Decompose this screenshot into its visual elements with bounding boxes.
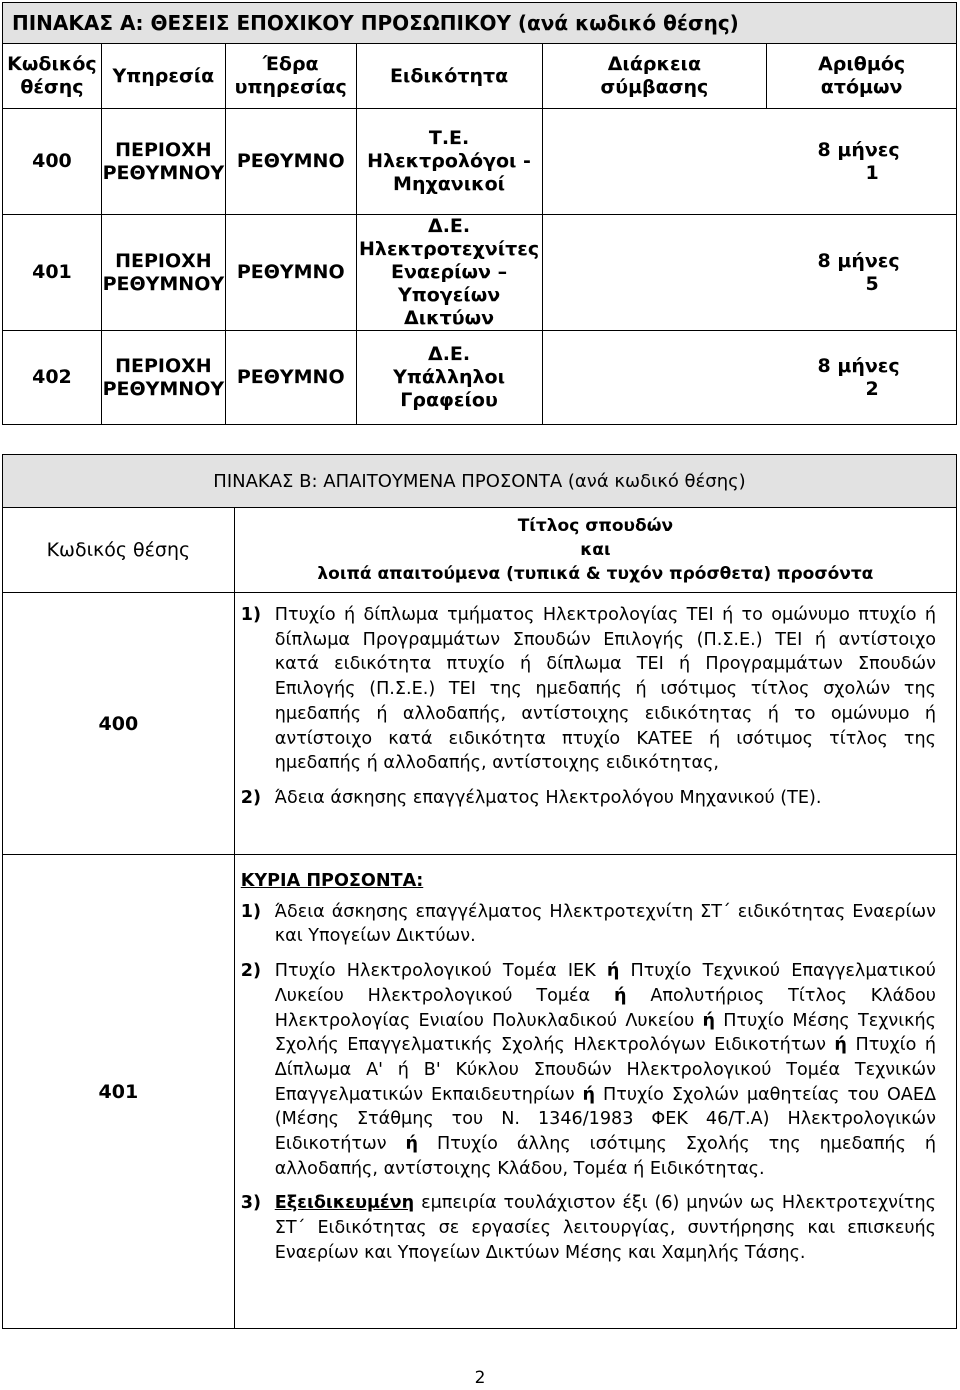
duration-persons: [542, 331, 956, 425]
qualifications: [234, 855, 956, 1329]
position-code: 400: [3, 109, 102, 215]
table-a-header-row: [3, 44, 957, 109]
list-item: 1) Άδεια άσκησης επαγγέλματος Ηλεκτροτεχνίτη ΣΤ΄ ειδικότητας Εναερίων και Υπογείων Δικτύων.: [240, 901, 936, 947]
page-number: 2: [474, 1368, 486, 1388]
service: ΠΕΡΙΟΧΗ ΡΕΘΥΜΝΟΥ: [101, 331, 225, 425]
specialty: Δ.Ε. Ηλεκτροτεχνίτες Εναερίων – Υπογείων Δικτύων: [356, 215, 542, 331]
duration: 8 μήνες: [817, 249, 900, 272]
table-row: [3, 109, 957, 215]
header-code: Κωδικός θέσης: [3, 508, 235, 593]
specialty: Δ.Ε. Υπάλληλοι Γραφείου: [356, 331, 542, 425]
table-row: [3, 593, 957, 855]
header-duration: Διάρκεια σύμβασης: [542, 44, 767, 109]
list-item: 2) Πτυχίο Ηλεκτρολογικού Τομέα ΙΕΚ ή Πτυχίο Τεχνικού Επαγγελματικού Λυκείου Ηλεκτρολογικού Τομέα ή Απολυτήριος Τίτλος Κλάδου Ηλεκτρολογίας Ενιαίου Πολυκλαδικού Λυκείου ή Πτυχίο Μέσης Τεχνικής Σχολής Επαγγελματικής Σχολής Ηλεκτρολόγων Ειδικοτήτων ή Πτυχίο ή Δίπλωμα Α' ή Β' Κύκλου Σπουδών Ηλεκτρολογικού Τομέα Τεχνικών Επαγγελματικών Εκπαιδευτηρίων ή Πτυχίο Σχολών μαθητείας του ΟΑΕΔ (Μέσης Στάθμης του Ν. 1346/1983 ΦΕΚ 46/Τ.Α) Ηλεκτρολογικών Ειδικοτήτων ή Πτυχίο άλλης ισότιμης Σχολής της ημεδαπής ή αλλοδαπής, αντίστοιχης Κλάδου, Τομέα ή Ειδικότητας.: [240, 961, 937, 1179]
position-code: 400: [3, 593, 235, 855]
persons: 2: [865, 377, 879, 400]
header-persons: Αριθμός ατόμων: [767, 44, 957, 109]
duration: 8 μήνες: [817, 354, 900, 377]
table-qualifications: [2, 454, 957, 1329]
persons: 5: [865, 272, 879, 295]
service: ΠΕΡΙΟΧΗ ΡΕΘΥΜΝΟΥ: [101, 109, 225, 215]
table-a-title: ΠΙΝΑΚΑΣ Α: ΘΕΣΕΙΣ ΕΠΟΧΙΚΟΥ ΠΡΟΣΩΠΙΚΟΥ (ανά κωδικό θέσης): [3, 3, 957, 44]
header-qualifications: Τίτλος σπουδών και λοιπά απαιτούμενα (τυπικά & τυχόν πρόσθετα) προσόντα: [234, 508, 956, 593]
header-service: Υπηρεσία: [101, 44, 225, 109]
list-item: 3) Εξειδικευμένη εμπειρία τουλάχιστον έξι (6) μηνών ως Ηλεκτροτεχνίτης ΣΤ΄ Ειδικότητας σε εργασίες λειτουργίας, συντήρησης και επισκευής Εναερίων και Υπογείων Δικτύων Μέσης και Χαμηλής Τάσης.: [240, 1193, 936, 1263]
position-code: 401: [3, 855, 235, 1329]
seat: ΡΕΘΥΜΝΟ: [225, 331, 356, 425]
table-positions: [2, 2, 957, 425]
list-item: 1) Πτυχίο ή δίπλωμα τμήματος Ηλεκτρολογίας ΤΕΙ ή το ομώνυμο πτυχίο ή δίπλωμα Προγραμμάτων Σπουδών Επιλογής (Π.Σ.Ε.) ΤΕΙ ή αντίστοιχο κατά ειδικότητα πτυχίο ή δίπλωμα ΤΕΙ ή Προγραμμάτων Σπουδών Επιλογής (Π.Σ.Ε.) ΤΕΙ της ημεδαπής ή ισότιμος τίτλος σχολών της ημεδαπής ή αλλοδαπής, αντίστοιχης ειδικότητας ή το ομώνυμο ή αντίστοιχο κατά ειδικότητα πτυχίο ΚΑΤΕΕ ή ισότιμος τίτλος της ημεδαπής ή αλλοδαπής, αντίστοιχης ειδικότητας,: [240, 605, 936, 774]
qualifications: [234, 593, 956, 855]
table-b-title: ΠΙΝΑΚΑΣ Β: ΑΠΑΙΤΟΥΜΕΝΑ ΠΡΟΣΟΝΤΑ (ανά κωδικό θέσης): [3, 455, 957, 508]
service: ΠΕΡΙΟΧΗ ΡΕΘΥΜΝΟΥ: [101, 215, 225, 331]
duration-persons: [542, 215, 956, 331]
position-code: 401: [3, 215, 102, 331]
seat: ΡΕΘΥΜΝΟ: [225, 215, 356, 331]
header-specialty: Ειδικότητα: [356, 44, 542, 109]
table-row: [3, 215, 957, 331]
position-code: 402: [3, 331, 102, 425]
list-item: 2) Άδεια άσκησης επαγγέλματος Ηλεκτρολόγου Μηχανικού (ΤΕ).: [240, 787, 822, 808]
header-code: Κωδικός θέσης: [3, 44, 102, 109]
seat: ΡΕΘΥΜΝΟ: [225, 109, 356, 215]
persons: 1: [865, 161, 879, 184]
section-heading: ΚΥΡΙΑ ΠΡΟΣΟΝΤΑ:: [240, 871, 424, 891]
duration-persons: [542, 109, 956, 215]
table-row: [3, 331, 957, 425]
table-row: [3, 855, 957, 1329]
header-seat: Έδρα υπηρεσίας: [225, 44, 356, 109]
specialty: Τ.Ε. Ηλεκτρολόγοι - Μηχανικοί: [356, 109, 542, 215]
duration: 8 μήνες: [817, 138, 900, 161]
